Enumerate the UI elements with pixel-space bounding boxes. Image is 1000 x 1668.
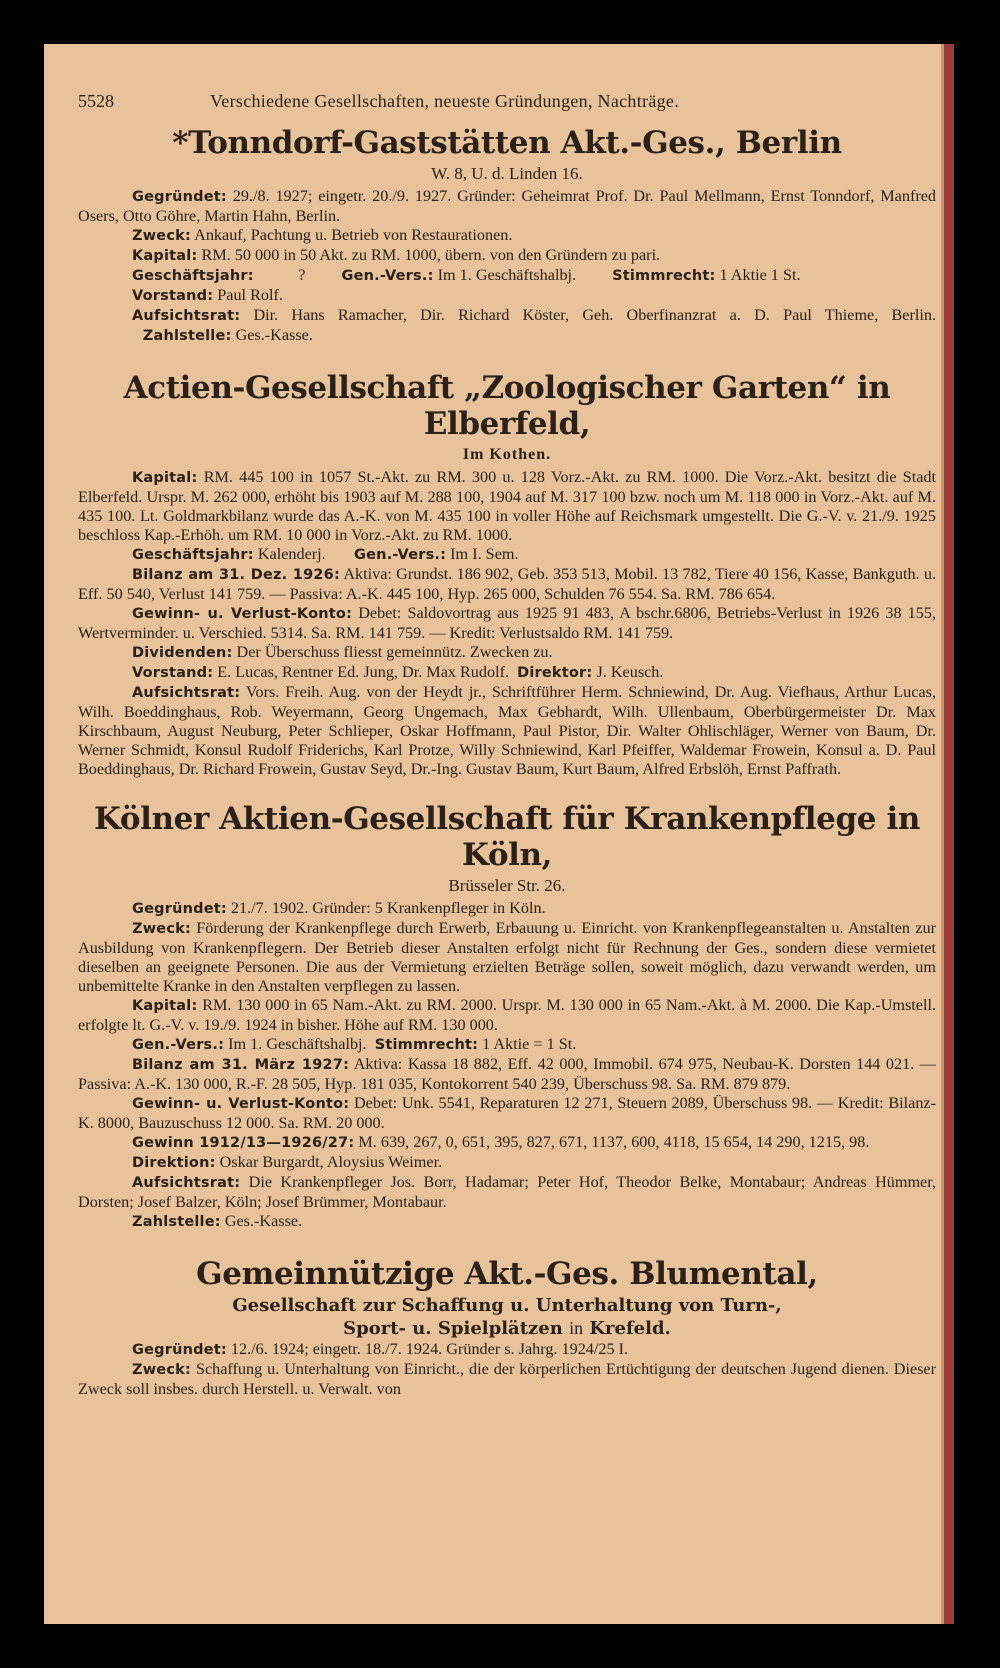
label: Gegründet: xyxy=(132,901,227,917)
text: Der Überschuss fliesst gemeinnütz. Zwecken zu. xyxy=(236,643,553,661)
page-edge-shadow xyxy=(941,44,944,1624)
fiscal-row xyxy=(78,266,936,286)
entry-title: Actien-Gesellschaft „Zoologischer Garten“ in Elberfeld, xyxy=(123,370,891,442)
text: 12./6. 1924; eingetr. 18./7. 1924. Gründer s. Jahrg. 1924/25 I. xyxy=(230,1340,629,1358)
text: Oskar Burgardt, Aloysius Weimer. xyxy=(219,1153,443,1171)
label: Zahlstelle: xyxy=(142,328,232,344)
text: RM. 130 000 in 65 Nam.-Akt. zu RM. 2000. Urspr. M. 130 000 in 65 Nam.-Akt. à M. 2000. Die Kap.-Umstell. erfolgte lt. G.-V. v. 19./9. 1924 in bisher. Höhe auf RM. 130 000. xyxy=(78,996,936,1034)
label: Direktor: xyxy=(517,665,593,681)
label: Kapital: xyxy=(132,248,198,264)
label: Geschäftsjahr: xyxy=(132,268,254,284)
entry-koelner-krankenpflege xyxy=(78,801,936,1232)
paying-agent-paragraph xyxy=(78,1212,936,1232)
subtitle-part: in xyxy=(569,1318,584,1338)
profit-loss-paragraph xyxy=(78,604,936,643)
label: Aufsichtsrat: xyxy=(132,685,241,701)
fiscal-paragraph xyxy=(78,545,936,565)
entry-blumental xyxy=(78,1256,936,1399)
running-title: Verschiedene Gesellschaften, neueste Gründungen, Nachträge. xyxy=(210,91,680,111)
entry-address: W. 8, U. d. Linden 16. xyxy=(431,164,583,183)
capital-paragraph xyxy=(78,468,936,545)
supervisory-paragraph xyxy=(78,683,936,779)
profit-loss-paragraph xyxy=(78,1094,936,1133)
label: Gewinn- u. Verlust-Konto: xyxy=(132,1096,350,1112)
entry-subtitle-line2 xyxy=(78,1317,936,1340)
page-content xyxy=(78,92,936,1399)
balance-paragraph xyxy=(78,565,936,604)
entry-title: *Tonndorf-Gaststätten Akt.-Ges., Berlin xyxy=(172,125,842,161)
label: Zweck: xyxy=(132,921,191,937)
label: Bilanz am 31. März 1927: xyxy=(132,1057,350,1073)
management-paragraph xyxy=(78,1153,936,1173)
purpose-paragraph xyxy=(78,226,936,246)
label: Geschäftsjahr: xyxy=(132,547,254,563)
entry-subtitle-line1: Gesellschaft zur Schaffung u. Unterhaltung von Turn-, xyxy=(232,1295,782,1316)
text: Ges.-Kasse. xyxy=(235,326,313,344)
founded-paragraph xyxy=(78,187,936,226)
text: Im I. Sem. xyxy=(450,545,519,563)
label: Aufsichtsrat: xyxy=(132,308,241,324)
text: Debet: Unk. 5541, Reparaturen 12 271, Steuern 2089, Überschuss 98. — Kredit: Bilanz-K. 8000, Bauzuschuss 12 000. Sa. RM. 20 000. xyxy=(78,1094,937,1132)
text: 1 Aktie = 1 St. xyxy=(482,1035,577,1053)
text: Im 1. Geschäftshalbj. xyxy=(437,266,577,284)
text: Vors. Freih. Aug. von der Heydt jr., Schriftführer Herm. Schniewind, Dr. Aug. Viefhaus, Arthur Lucas, Wilh. Boeddinghaus, Rob. Weyermann, Georg Ungemach, Max Gebhardt, Wilh. Ullenbaum, Oberbürgermeister Dr. Max Kirschbaum, August Neuburg, Peter Schlieper, Oskar Hoffmann, Paul Pistor, Dir. Walter Ohlischläger, Werner von Baum, Dr. Werner Schmidt, Konsul Rudolf Friderichs, Karl Protze, Willy Schniewind, Karl Pfeiffer, Waldemar Frowein, Konsul a. D. Paul Boeddinghaus, Dr. Richard Frowein, Gustav Seyd, Dr.-Ing. Gustav Baum, Kurt Baum, Alfred Erbslöh, Ernst Paffrath. xyxy=(78,683,936,778)
label: Bilanz am 31. Dez. 1926: xyxy=(132,567,340,583)
text: Im 1. Geschäftshalbj. xyxy=(228,1035,367,1053)
text: 29./8. 1927; eingetr. 20./9. 1927. Gründer: Geheimrat Prof. Dr. Paul Mellmann, Ernst Tonndorf, Manfred Osers, Otto Göhre, Martin Hahn, Berlin. xyxy=(78,187,937,225)
text: Aktiva: Kassa 18 882, Eff. 42 000, Immobil. 674 975, Neubau-K. Dorsten 144 021. — Passiva: A.-K. 130 000, R.-F. 28 505, Hyp. 181 035, Kontokorrent 540 239, Überschuss 98. Sa. RM. 879 879. xyxy=(78,1055,936,1093)
entry-subtitle: Im Kothen. xyxy=(462,446,552,463)
profit-history-paragraph xyxy=(78,1133,936,1153)
text: Debet: Saldovortrag aus 1925 91 483, A bschr.6806, Betriebs-Verlust in 1926 38 155, Wertverminder. u. Verschied. 5314. Sa. RM. 141 759. — Kredit: Verlustsaldo RM. 141 759. xyxy=(78,604,937,642)
binding-edge xyxy=(944,44,954,1624)
entry-title: Kölner Aktien-Gesellschaft für Krankenpflege in Köln, xyxy=(93,801,921,873)
text: 21./7. 1902. Gründer: 5 Krankenpfleger in Köln. xyxy=(230,899,546,917)
balance-paragraph xyxy=(78,1055,936,1094)
label: Zweck: xyxy=(132,1362,191,1378)
text: Ankauf, Pachtung u. Betrieb von Restaurationen. xyxy=(194,226,513,244)
board-paragraph xyxy=(78,663,936,683)
text: Förderung der Krankenpflege durch Erwerb, Erbauung u. Einricht. von Krankenpflegeanstalten u. Anstalten zur Ausbildung von Krankenpflegern. Der Betrieb dieser Anstalten erfolgt nicht für Rechnung der Ges., sondern diese vermietet dieselben an geeignete Personen. Die aus der Vermietung erzielten Beträge sollen, soweit möglich, dazu verwandt werden, um unbemittelte Kranke in den Anstalten verpflegen zu lassen. xyxy=(78,919,936,995)
text: Schaffung u. Unterhaltung von Einricht., die der körperlichen Ertüchtigung der deutschen Jugend dienen. Dieser Zweck soll insbes. durch Herstell. u. Verwalt. von xyxy=(78,1360,937,1398)
page-number: 5528 xyxy=(78,91,114,111)
text: Dir. Hans Ramacher, Dir. Richard Köster, Geh. Oberfinanzrat a. D. Paul Thieme, Berlin. xyxy=(253,306,936,324)
running-header xyxy=(78,92,936,111)
fiscal-year xyxy=(132,266,305,286)
founded-paragraph xyxy=(78,1340,936,1360)
general-meeting xyxy=(341,266,576,286)
purpose-paragraph xyxy=(78,1360,936,1399)
label: Gen.-Vers.: xyxy=(132,1037,225,1053)
text: RM. 445 100 in 1057 St.-Akt. zu RM. 300 u. 128 Vorz.-Akt. zu RM. 1000. Die Vorz.-Akt. besitzt die Stadt Elberfeld. Urspr. M. 262 000, erhöht bis 1903 auf M. 288 100, 1904 auf M. 317 100 bzw. noch um M. 118 000 in Vorz.-Akt. auf M. 435 100. Lt. Goldmarkbilanz wurde das A.-K. von M. 435 100 in voller Höhe auf Reichsmark umgestellt. Die G.-V. v. 21./9. 1925 beschloss Kap.-Erhöh. um RM. 10 000 in Vorz.-Akt. zu RM. 1000. xyxy=(78,468,937,544)
text: M. 639, 267, 0, 651, 395, 827, 671, 1137, 600, 4118, 15 654, 14 290, 1215, 98. xyxy=(358,1133,870,1151)
entry-tonndorf xyxy=(78,125,936,346)
label: Stimmrecht: xyxy=(374,1037,479,1053)
supervisory-paragraph xyxy=(78,1173,936,1212)
label: Gen.-Vers.: xyxy=(354,547,447,563)
text: 1 Aktie 1 St. xyxy=(719,266,801,284)
board-paragraph xyxy=(78,286,936,306)
label: Gewinn- u. Verlust-Konto: xyxy=(132,606,353,622)
text: RM. 50 000 in 50 Akt. zu RM. 1000, übern. von den Gründern zu pari. xyxy=(201,246,661,264)
voting-right xyxy=(612,266,800,286)
founded-paragraph xyxy=(78,899,936,919)
label: Gegründet: xyxy=(132,1342,227,1358)
label: Zweck: xyxy=(132,228,191,244)
label: Direktion: xyxy=(132,1155,216,1171)
subtitle-part: Sport- u. Spielplätzen xyxy=(343,1318,563,1339)
label: Gen.-Vers.: xyxy=(341,268,434,284)
label: Gewinn 1912/13—1926/27: xyxy=(132,1135,355,1151)
entry-zoologischer-garten xyxy=(78,370,936,779)
purpose-paragraph xyxy=(78,919,936,996)
text: Paul Rolf. xyxy=(217,286,283,304)
label: Zahlstelle: xyxy=(132,1214,221,1230)
label: Gegründet: xyxy=(132,189,227,205)
entry-address: Brüsseler Str. 26. xyxy=(448,876,566,895)
text: E. Lucas, Rentner Ed. Jung, Dr. Max Rudolf. xyxy=(217,663,510,681)
capital-paragraph xyxy=(78,996,936,1035)
label: Vorstand: xyxy=(132,288,214,304)
subtitle-part: Krefeld. xyxy=(589,1318,671,1339)
label: Aufsichtsrat: xyxy=(132,1175,241,1191)
label: Vorstand: xyxy=(132,665,214,681)
text: Aktiva: Grundst. 186 902, Geb. 353 513, Mobil. 13 782, Tiere 40 156, Kasse, Bankguth. u. Eff. 50 540, Verlust 141 759. — Passiva: A.-K. 445 100, Hyp. 265 000, Schulden 76 554. Sa. RM. 786 654. xyxy=(78,565,937,603)
text: Ges.-Kasse. xyxy=(224,1212,303,1230)
meeting-paragraph xyxy=(78,1035,936,1055)
capital-paragraph xyxy=(78,246,936,266)
label: Stimmrecht: xyxy=(612,268,716,284)
label: Kapital: xyxy=(132,998,198,1014)
dividends-paragraph xyxy=(78,643,936,663)
text: J. Keusch. xyxy=(596,663,664,681)
text: Die Krankenpfleger Jos. Borr, Hadamar; Peter Hof, Theodor Belke, Montabaur; Andreas Hümmer, Dorsten; Josef Balzer, Köln; Josef Brümmer, Montabaur. xyxy=(78,1173,937,1211)
entry-title: Gemeinnützige Akt.-Ges. Blumental, xyxy=(196,1256,818,1292)
label: Kapital: xyxy=(132,470,198,486)
text: ? xyxy=(298,266,306,284)
text: Kalenderj. xyxy=(257,545,326,563)
supervisory-paragraph xyxy=(78,306,936,346)
scanned-page xyxy=(44,44,954,1624)
label: Dividenden: xyxy=(132,645,233,661)
